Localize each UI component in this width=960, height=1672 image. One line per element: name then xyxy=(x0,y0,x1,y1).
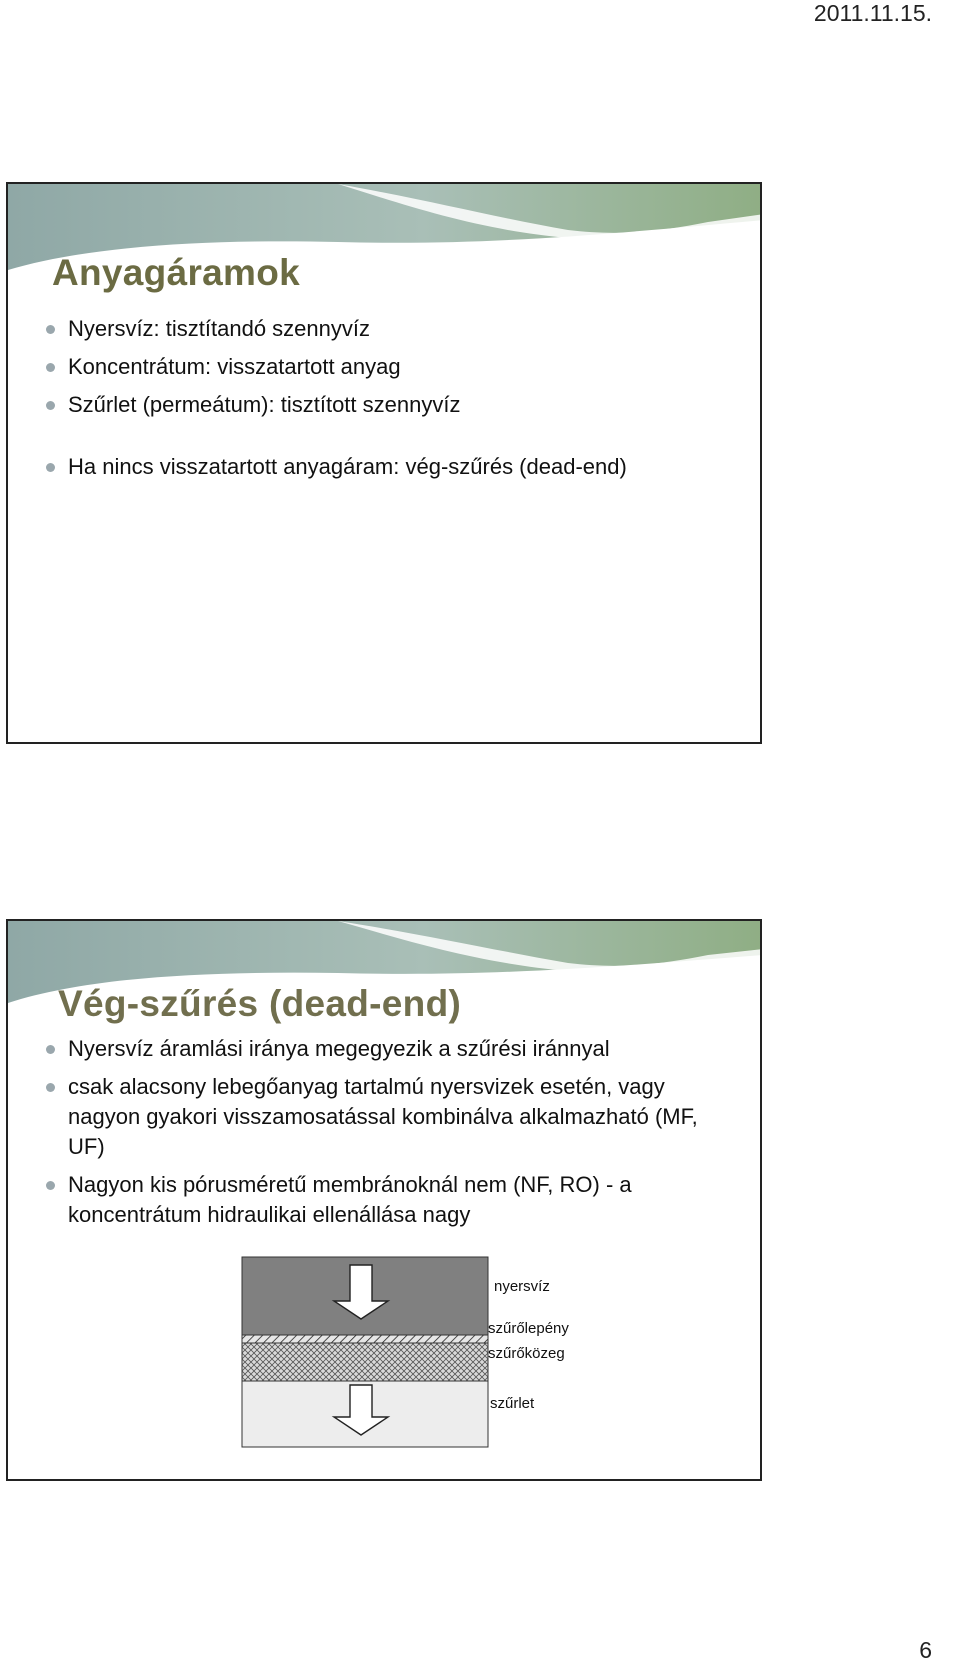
dead-end-filtration-diagram xyxy=(236,1251,656,1451)
bullet-item: Nagyon kis pórusméretű membránoknál nem (NF, RO) - a koncentrátum hidraulikai ellenállása nagy xyxy=(44,1170,730,1230)
page-date: 2011.11.15. xyxy=(813,0,932,26)
slide-title: Anyagáramok xyxy=(52,252,301,293)
label-filter-medium: szűrőközeg xyxy=(488,1345,565,1362)
label-filter-cake: szűrőlepény xyxy=(488,1320,569,1337)
label-filtrate: szűrlet xyxy=(490,1395,535,1412)
slide-anyagaramok xyxy=(6,182,762,744)
slide-veg-szures xyxy=(6,919,762,1481)
bullet-item: Nyersvíz: tisztítandó szennyvíz xyxy=(44,314,730,344)
bullet-item: Koncentrátum: visszatartott anyag xyxy=(44,352,730,382)
filter-medium-layer xyxy=(242,1343,488,1381)
bullet-item: csak alacsony lebegőanyag tartalmú nyersvizek esetén, vagy nagyon gyakori visszamosatással kombinálva alkalmazható (MF, UF) xyxy=(44,1072,730,1162)
filter-cake-layer xyxy=(242,1335,488,1343)
bullet-item: Szűrlet (permeátum): tisztított szennyvíz xyxy=(44,390,730,420)
label-raw-water: nyersvíz xyxy=(494,1278,550,1295)
slide-title: Vég-szűrés (dead-end) xyxy=(58,983,462,1024)
bullet-item: Nyersvíz áramlási iránya megegyezik a szűrési iránnyal xyxy=(44,1034,730,1064)
page-number: 6 xyxy=(919,1637,932,1663)
bullet-list xyxy=(44,314,730,490)
bullet-item: Ha nincs visszatartott anyagáram: vég-szűrés (dead-end) xyxy=(44,452,730,482)
bullet-list xyxy=(44,1034,730,1238)
